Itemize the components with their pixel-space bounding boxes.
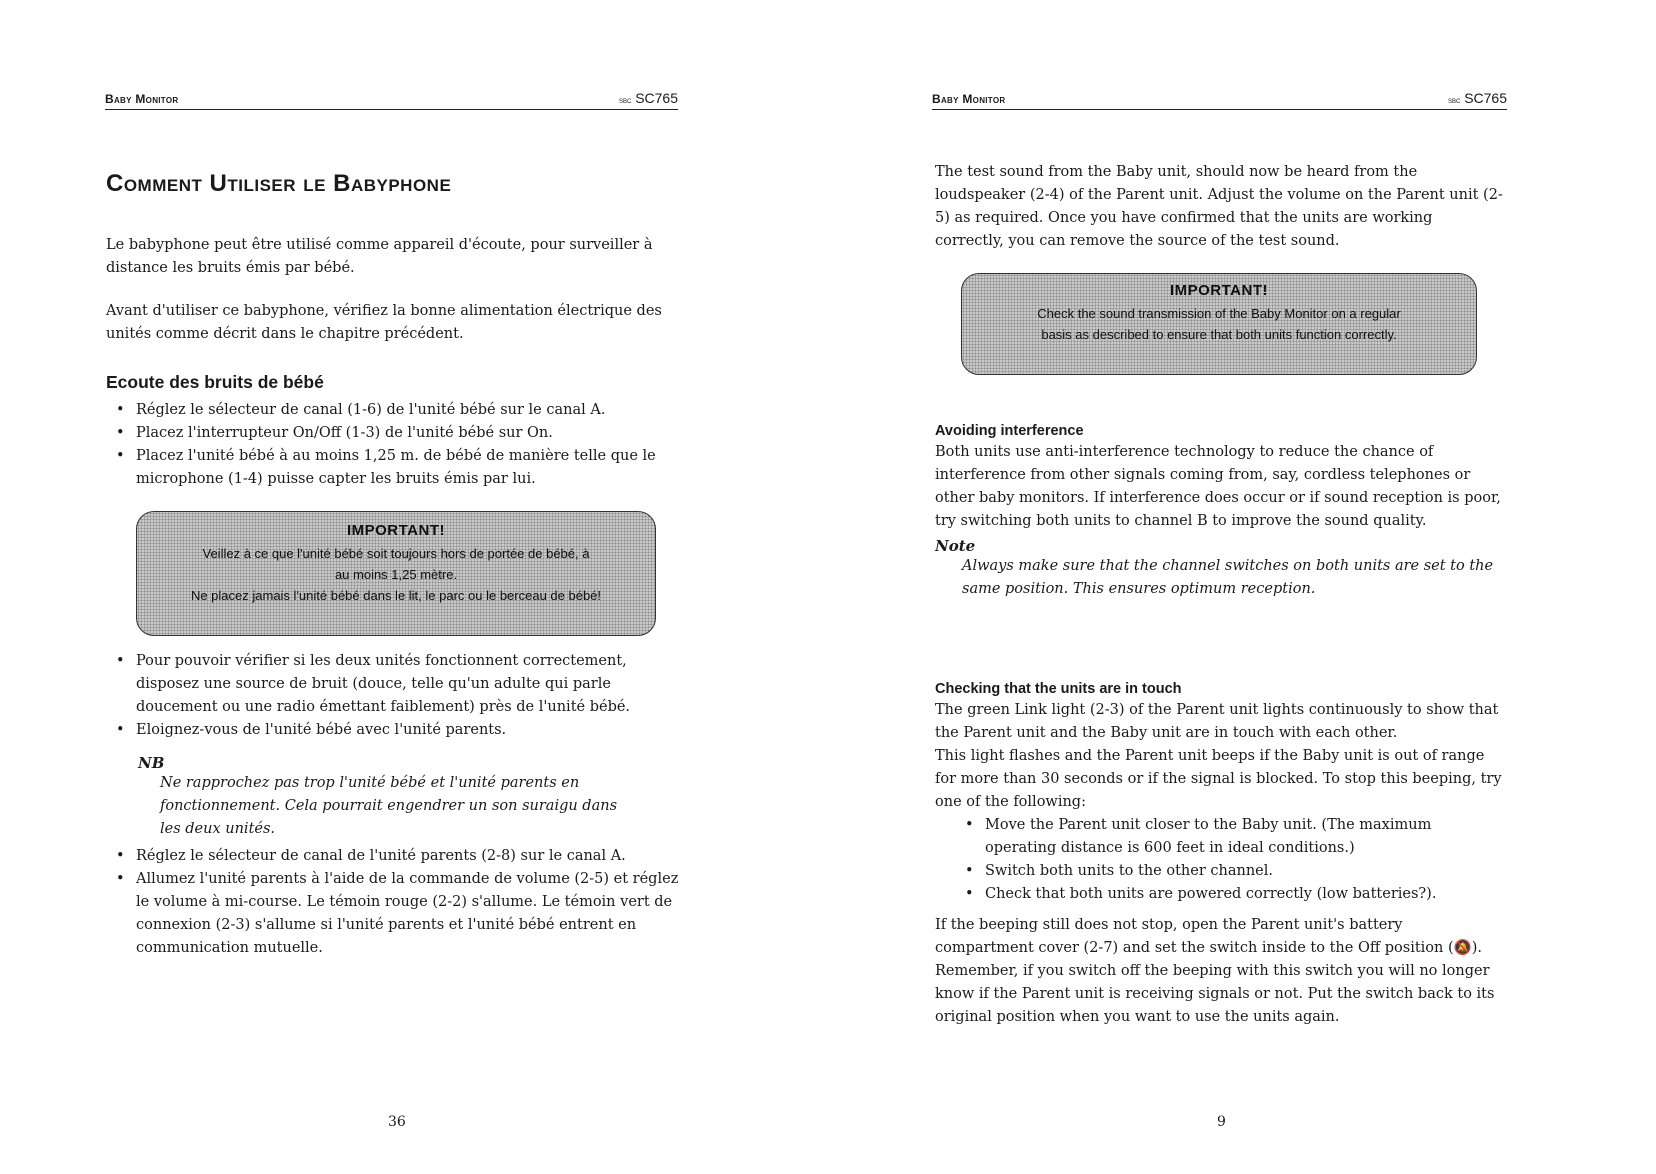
important-line: au moins 1,25 mètre. <box>334 567 458 582</box>
important-line: Veillez à ce que l'unité bébé soit toujours hors de portée de bébé, à <box>202 546 590 561</box>
section-heading: Checking that the units are in touch <box>935 681 1182 697</box>
important-line: Check the sound transmission of the Baby Monitor on a regular <box>1037 306 1401 321</box>
body-paragraph: Both units use anti-interference technology to reduce the chance of interference from other signals coming from, say, cordless telephones or other baby monitors. If interference does occur or if sound reception is poor, try switching both units to channel B to improve the sound quality. <box>935 444 1501 529</box>
header-model <box>619 90 678 106</box>
page-number: 9 <box>1217 1114 1226 1130</box>
note-text: Ne rapprochez pas trop l'unité bébé et l'unité parents en fonctionnement. Cela pourrait engendrer un son suraigu dans les deux unités. <box>160 775 618 837</box>
important-line: Ne placez jamais l'unité bébé dans le lit, le parc ou le berceau de bébé! <box>190 588 602 603</box>
body-paragraph: This light flashes and the Parent unit beeps if the Baby unit is out of range for more than 30 seconds or if the signal is blocked. To stop this beeping, try one of the following: <box>935 748 1502 810</box>
list-item: • Placez l'interrupteur On/Off (1-3) de l'unité bébé sur On. <box>136 422 681 445</box>
section-heading: Ecoute des bruits de bébé <box>106 372 324 392</box>
list-item: • Move the Parent unit closer to the Baby unit. (The maximum operating distance is 600 feet in ideal conditions.) <box>985 814 1503 860</box>
important-box <box>961 273 1477 375</box>
intro-paragraph: The test sound from the Baby unit, should now be heard from the loudspeaker (2-4) of the Parent unit. Adjust the volume on the Parent unit (2-5) as required. Once you have confirmed that the units are working correctly, you can remove the source of the test sound. <box>935 164 1503 249</box>
note-heading: Note <box>935 537 976 555</box>
list-item: • Réglez le sélecteur de canal de l'unité parents (2-8) sur le canal A. <box>136 845 681 868</box>
header-model-number: SC765 <box>1464 90 1507 106</box>
bullet-list <box>106 845 681 960</box>
running-header <box>932 84 1507 110</box>
page-content <box>935 161 1503 1049</box>
list-item: • Pour pouvoir vérifier si les deux unités fonctionnent correctement, disposez une source de bruit (douce, telle qu'un adulte qui parle doucement ou une radio émettant faiblement) près de l'unité bébé. <box>136 650 681 719</box>
running-header <box>105 84 678 110</box>
chapter-title: Comment Utiliser le Babyphone <box>106 170 452 197</box>
header-model-number: SC765 <box>635 90 678 106</box>
list-item: • Eloignez-vous de l'unité bébé avec l'unité parents. <box>136 719 681 742</box>
page-content <box>106 170 681 960</box>
list-item: • Switch both units to the other channel. <box>985 860 1503 883</box>
intro-paragraph: Le babyphone peut être utilisé comme appareil d'écoute, pour surveiller à distance les bruits émis par bébé. <box>106 237 653 276</box>
body-paragraph: If the beeping still does not stop, open the Parent unit's battery compartment cover (2-7) and set the switch inside to the Off position (🔕). Remember, if you switch off the beeping with this switch you will no longer know if the Parent unit is receiving signals or not. Put the switch back to its original position when you want to use the units again. <box>935 917 1495 1025</box>
important-title: IMPORTANT! <box>346 522 446 539</box>
header-model-prefix: sbc <box>618 95 632 105</box>
bullet-list <box>106 650 681 742</box>
right-page <box>828 0 1656 1174</box>
header-model-prefix: sbc <box>1447 95 1461 105</box>
list-item: • Réglez le sélecteur de canal (1-6) de l'unité bébé sur le canal A. <box>136 399 681 422</box>
page-number: 36 <box>388 1114 406 1130</box>
list-item: • Check that both units are powered correctly (low batteries?). <box>985 883 1503 906</box>
intro-paragraph: Avant d'utiliser ce babyphone, vérifiez la bonne alimentation électrique des unités comme décrit dans le chapitre précédent. <box>106 303 662 342</box>
header-title: Baby Monitor <box>932 92 1006 106</box>
body-paragraph: The green Link light (2-3) of the Parent unit lights continuously to show that the Parent unit and the Baby unit are in touch with each other. <box>935 702 1499 741</box>
note-text: Always make sure that the channel switches on both units are set to the same position. This ensures optimum reception. <box>962 558 1494 597</box>
header-title: Baby Monitor <box>105 92 179 106</box>
bullet-list <box>935 814 1503 906</box>
note-block <box>138 754 681 841</box>
section-heading: Avoiding interference <box>935 423 1084 439</box>
list-item: • Placez l'unité bébé à au moins 1,25 m. de bébé de manière telle que le microphone (1-4) puisse capter les bruits émis par lui. <box>136 445 681 491</box>
bullet-list <box>106 399 681 491</box>
important-title: IMPORTANT! <box>1169 282 1269 299</box>
important-box <box>136 511 656 636</box>
note-block <box>935 537 1503 601</box>
list-item: • Allumez l'unité parents à l'aide de la commande de volume (2-5) et réglez le volume à mi-course. Le témoin rouge (2-2) s'allume. Le témoin vert de connexion (2-3) s'allume si l'unité parents et l'unité bébé entrent en communication mutuelle. <box>136 868 681 960</box>
header-model <box>1448 90 1507 106</box>
important-line: basis as described to ensure that both units function correctly. <box>1041 327 1397 342</box>
note-heading: NB <box>138 754 165 772</box>
